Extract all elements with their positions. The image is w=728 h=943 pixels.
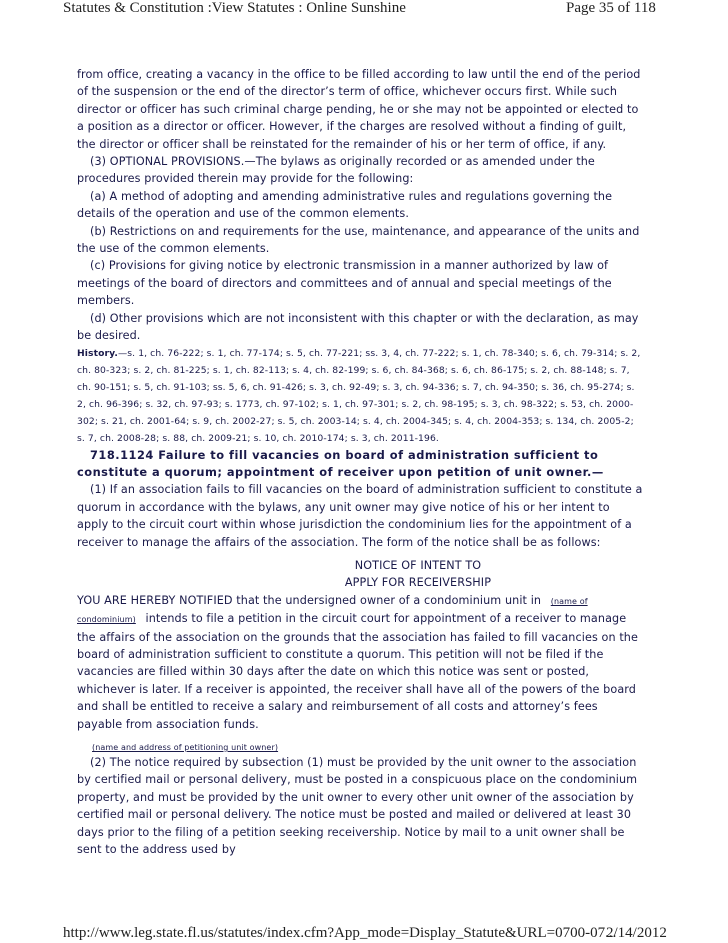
subsection-2: (2) The notice required by subsection (1) must be provided by the unit owner to the association by certified mail or personal delivery, must be posted in a conspicuous place on the condominium property, and must be provided by the unit owner to every other unit owner of the association by certified mail or personal delivery. The notice must be posted and mailed or delivered at least 30 days prior to the filing of a petition seeking receivership. Notice by mail to a unit owner shall be sent to the address used by	[77, 756, 638, 857]
print-date: 2/14/2012	[606, 925, 667, 941]
notice-body	[77, 592, 643, 733]
notice-title	[77, 557, 643, 592]
section-heading: 718.1124 Failure to fill vacancies on board of administration sufficient to constitute a quorum; appointment of receiver upon petition of unit owner.—	[77, 447, 604, 479]
page-url: http://www.leg.state.fl.us/statutes/index.cfm?App_mode=Display_Statute&URL=0700-07...	[63, 925, 617, 941]
history-label: History.	[77, 347, 118, 359]
subsection-1: (1) If an association fails to fill vacancies on the board of administration sufficient to constitute a quorum in accordance with the bylaws, any unit owner may give notice of his or her intent to apply to the circuit court within whose jurisdiction the condominium lies for the appointment of a receiver to manage the affairs of the association. The form of the notice shall be as follows:	[77, 483, 643, 549]
paragraph-c: (c) Provisions for giving notice by electronic transmission in a manner authorized by law of meetings of the board of directors and committees and of annual and special meetings of the members.	[77, 259, 612, 308]
owner-signature-blank: (name and address of petitioning unit owner)	[92, 743, 279, 752]
condominium-name-blank: (name of condominium)	[77, 596, 588, 625]
notice-intro: YOU ARE HEREBY NOTIFIED that the undersigned owner of a condominium unit in	[77, 593, 542, 607]
paragraph-b: (b) Restrictions on and requirements for the use, maintenance, and appearance of the units and the use of the common elements.	[77, 224, 640, 256]
subsection-3: (3) OPTIONAL PROVISIONS.—The bylaws as originally recorded or as amended under the procedures provided therein may provide for the following:	[77, 155, 595, 186]
notice-title-line1: NOTICE OF INTENT TO	[354, 558, 482, 572]
statute-content	[77, 66, 643, 858]
page-number: Page 35 of 118	[566, 0, 656, 16]
browser-print-title: Statutes & Constitution :View Statutes : Online Sunshine	[63, 0, 406, 16]
paragraph-continuation: from office, creating a vacancy in the office to be filled according to law until the end of the period of the suspension or the end of the director’s term of office, whichever occurs first. While such director or officer has such criminal charge pending, he or she may not be appointed or elected to a position as a director or officer. However, if the charges are resolved without a finding of guilt, the director or officer shall be reinstated for the remainder of his or her term of office, if any.	[77, 68, 641, 151]
notice-title-line2: APPLY FOR RECEIVERSHIP	[344, 576, 492, 590]
paragraph-a: (a) A method of adopting and amending administrative rules and regulations governing the details of the operation and use of the common elements.	[77, 189, 613, 221]
history-citations: —s. 1, ch. 76-222; s. 1, ch. 77-174; s. 5, ch. 77-221; ss. 3, 4, ch. 77-222; s. 1, ch. 78-340; s. 6, ch. 79-314; s. 2, ch. 80-323; s. 2, ch. 81-225; s. 1, ch. 82-113; s. 4, ch. 82-199; s. 6, ch. 84-368; s. 6, ch. 86-175; s. 2, ch. 88-148; s. 7, ch. 90-151; s. 5, ch. 91-103; ss. 5, 6, ch. 91-426; s. 3, ch. 92-49; s. 3, ch. 94-336; s. 7, ch. 94-350; s. 36, ch. 95-274; s. 2, ch. 96-396; s. 32, ch. 97-93; s. 1773, ch. 97-102; s. 1, ch. 97-301; s. 2, ch. 98-195; s. 3, ch. 98-322; s. 53, ch. 2000-302; s. 21, ch. 2001-64; s. 9, ch. 2002-27; s. 5, ch. 2003-14; s. 4, ch. 2004-345; s. 4, ch. 2004-353; s. 134, ch. 2005-2; s. 7, ch. 2008-28; s. 88, ch. 2009-21; s. 10, ch. 2010-174; s. 3, ch. 2011-196.	[77, 347, 641, 444]
paragraph-d: (d) Other provisions which are not inconsistent with this chapter or with the declaration, as may be desired.	[77, 311, 639, 343]
notice-text: intends to file a petition in the circuit court for appointment of a receiver to manage the affairs of the association on the grounds that the association has failed to fill vacancies on the board of administration sufficient to constitute a quorum. This petition will not be filed if the vacancies are filled within 30 days after the date on which this notice was sent or posted, whichever is later. If a receiver is appointed, the receiver shall have all of the powers of the board and shall be entitled to receive a salary and reimbursement of all costs and attorney’s fees payable from association funds.	[77, 612, 638, 731]
history-note	[77, 345, 643, 447]
